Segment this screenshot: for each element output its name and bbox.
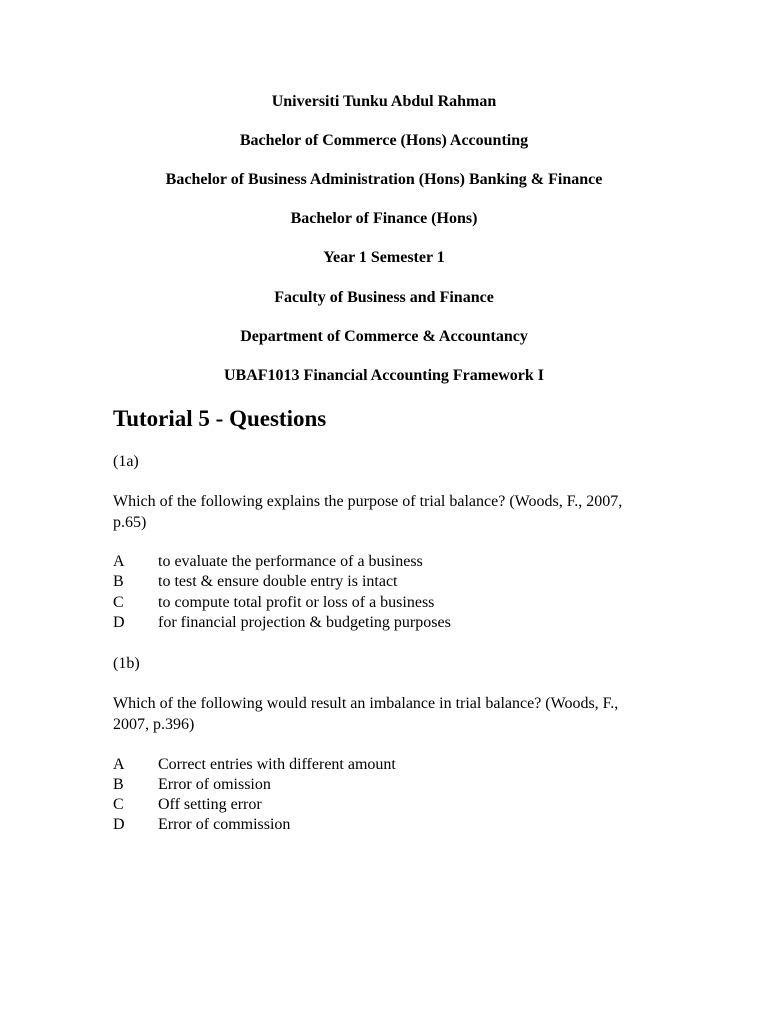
option-text: Correct entries with different amount (158, 756, 396, 773)
option-item (113, 775, 271, 795)
question-text: Which of the following explains the purpose of trial balance? (Woods, F., 2007, p.65) (113, 493, 623, 531)
option-letter: D (113, 614, 125, 631)
programme-line-1: Bachelor of Commerce (Hons) Accounting (239, 132, 529, 149)
option-text: Error of omission (158, 776, 271, 793)
faculty-name: Faculty of Business and Finance (274, 289, 494, 306)
option-item (113, 795, 262, 815)
option-letter: B (113, 573, 124, 590)
option-item (113, 755, 396, 775)
programme-line-3: Bachelor of Finance (Hons) (290, 210, 478, 227)
option-item (113, 613, 451, 633)
department-name: Department of Commerce & Accountancy (240, 328, 528, 345)
option-item (113, 815, 290, 835)
option-text: to evaluate the performance of a business (158, 553, 423, 570)
question-text: Which of the following would result an imbalance in trial balance? (Woods, F., 2007, p.396) (113, 695, 619, 733)
option-letter: C (113, 796, 124, 813)
option-text: to compute total profit or loss of a business (158, 594, 435, 611)
option-text: Error of commission (158, 816, 291, 833)
university-name: Universiti Tunku Abdul Rahman (271, 93, 497, 110)
option-item (113, 552, 423, 572)
year-semester: Year 1 Semester 1 (323, 249, 445, 266)
option-letter: B (113, 776, 124, 793)
option-text: Off setting error (158, 796, 262, 813)
tutorial-title: Tutorial 5 - Questions (113, 406, 327, 431)
programme-line-2: Bachelor of Business Administration (Hons) Banking & Finance (165, 171, 603, 188)
course-title: UBAF1013 Financial Accounting Framework I (224, 367, 544, 384)
option-item (113, 572, 398, 592)
option-item (113, 593, 434, 613)
question-label: (1b) (113, 655, 140, 672)
option-letter: A (113, 756, 125, 773)
option-letter: A (113, 553, 125, 570)
option-letter: C (113, 594, 124, 611)
option-text: for financial projection & budgeting purposes (158, 614, 451, 631)
option-letter: D (113, 816, 125, 833)
option-text: to test & ensure double entry is intact (158, 573, 398, 590)
question-label: (1a) (113, 453, 139, 470)
